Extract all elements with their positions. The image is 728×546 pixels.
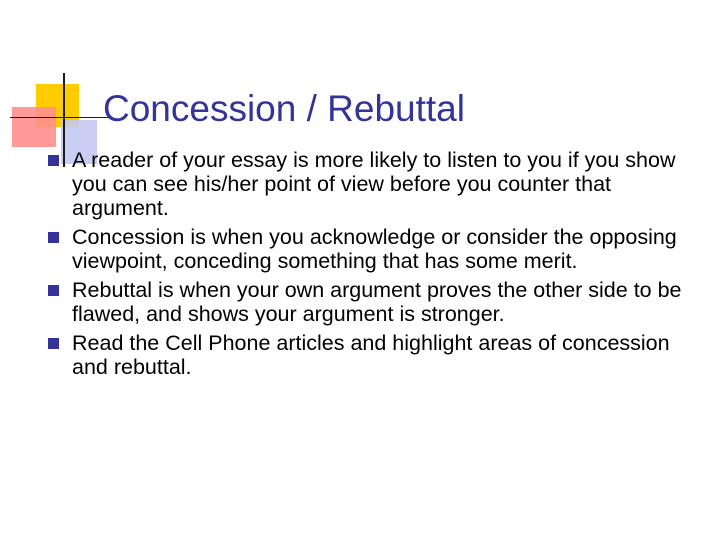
bullet-text: Read the Cell Phone articles and highlight areas of concession and rebuttal. (72, 331, 670, 379)
bullet-text: Rebuttal is when your own argument proves the other side to be flawed, and shows your argument is stronger. (72, 278, 682, 326)
slide-title: Concession / Rebuttal (103, 88, 465, 129)
bullet-item (44, 331, 694, 379)
square-bullet-icon (48, 232, 59, 243)
square-bullet-icon (48, 285, 59, 296)
square-bullet-icon (48, 155, 59, 166)
bullet-text: Concession is when you acknowledge or consider the opposing viewpoint, conceding something that has some merit. (72, 225, 677, 273)
bullet-list (44, 148, 694, 379)
bullet-item (44, 148, 694, 220)
bullet-item (44, 225, 694, 273)
square-bullet-icon (48, 338, 59, 349)
bullet-text: A reader of your essay is more likely to listen to you if you show you can see his/her point of view before you counter that argument. (72, 148, 676, 220)
red-square (12, 107, 56, 147)
bullet-item (44, 278, 694, 326)
horizontal-rule (10, 117, 110, 118)
